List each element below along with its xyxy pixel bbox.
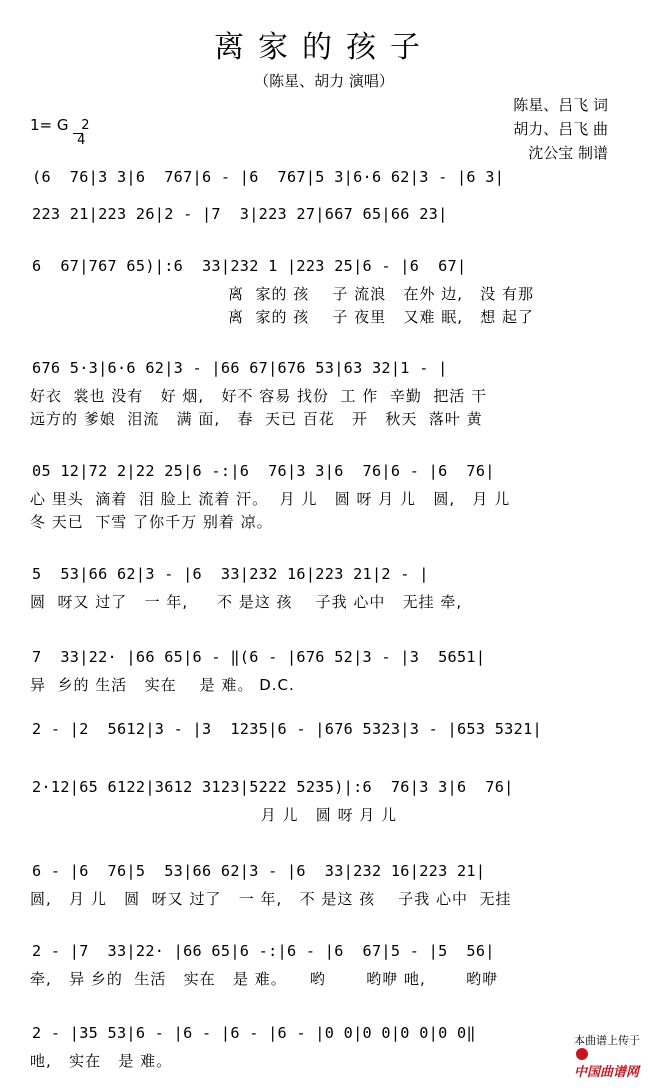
notation-line: 2 - |35 53|6 - |6 - |6 - |6 - |0 0|0 0|0 0|0 0‖ bbox=[32, 1024, 476, 1042]
notation-line: 6 67|767 65)|:6 33|232 1 |223 25|6 - |6 67| bbox=[32, 257, 467, 275]
footer bbox=[567, 1019, 640, 1080]
notation-line: 7 33|22· |66 65|6 - ‖(6 - |676 52|3 - |3 5651| bbox=[32, 648, 486, 666]
lyric-line: 离 家的 孩 子 流浪 在外 边, 没 有那 bbox=[228, 285, 535, 303]
lyric-line: 月 儿 圆 呀 月 儿 bbox=[30, 806, 398, 824]
notation-line: 676 5·3|6·6 62|3 - |66 67|676 53|63 32|1 - | bbox=[32, 359, 448, 377]
performers: （陈星、胡力 演唱） bbox=[254, 72, 394, 90]
lyric-line: 圆, 月 儿 圆 呀又 过了 一 年, 不 是这 孩 子我 心中 无挂 bbox=[30, 890, 512, 908]
site-logo-icon bbox=[576, 1048, 588, 1060]
lyric-line: 牵, 异 乡的 生活 实在 是 难。 哟 哟咿 吔, 哟咿 bbox=[30, 970, 499, 988]
key-signature: 1= G bbox=[30, 116, 69, 134]
notation-line: (6 76|3 3|6 767|6 - |6 767|5 3|6·6 62|3 - |6 3| bbox=[32, 168, 505, 186]
lyric-line: 冬 天已 下雪 了你千万 别着 凉。 bbox=[30, 513, 273, 531]
composer-credit: 胡力、吕飞 曲 bbox=[513, 120, 608, 138]
lyric-line: 吔, 实在 是 难。 bbox=[30, 1052, 173, 1070]
notation-line: 05 12|72 2|22 25|6 -:|6 76|3 3|6 76|6 - |6 76| bbox=[32, 462, 495, 480]
notation-credit: 沈公宝 制谱 bbox=[528, 144, 608, 162]
notation-line: 2 - |7 33|22· |66 65|6 -:|6 - |6 67|5 - |5 56| bbox=[32, 942, 495, 960]
lyric-line: 好衣 裳也 没有 好 烟, 好不 容易 找份 工 作 辛勤 把活 干 bbox=[30, 387, 488, 405]
lyric-line: 离 家的 孩 子 夜里 又难 眠, 想 起了 bbox=[228, 308, 535, 326]
footer-text: 本曲谱上传于 bbox=[574, 1034, 640, 1047]
lyric-line: 圆 呀又 过了 一 年, 不 是这 孩 子我 心中 无挂 牵, bbox=[30, 593, 463, 611]
lyric-line: 异 乡的 生活 实在 是 难。 D.C. bbox=[30, 676, 295, 694]
time-signature: 2 4 bbox=[73, 108, 90, 147]
lyricist-credit: 陈星、吕飞 词 bbox=[513, 96, 608, 114]
notation-line: 5 53|66 62|3 - |6 33|232 16|223 21|2 - | bbox=[32, 565, 429, 583]
notation-line: 2·12|65 6122|3612 3123|5222 5235)|:6 76|3 3|6 76| bbox=[32, 778, 514, 796]
notation-line: 223 21|223 26|2 - |7 3|223 27|667 65|66 23| bbox=[32, 205, 448, 223]
song-title: 离家的孩子 bbox=[214, 30, 434, 65]
notation-line: 2 - |2 5612|3 - |3 1235|6 - |676 5323|3 - |653 5321| bbox=[32, 720, 542, 738]
lyric-line: 心 里头 滴着 泪 脸上 流着 汗。 月 儿 圆 呀 月 儿 圆, 月 儿 bbox=[30, 490, 511, 508]
site-name: 中国曲谱网 bbox=[574, 1065, 640, 1080]
notation-line: 6 - |6 76|5 53|66 62|3 - |6 33|232 16|223 21| bbox=[32, 862, 486, 880]
lyric-line: 远方的 爹娘 泪流 满 面, 春 天已 百花 开 秋天 落叶 黄 bbox=[30, 410, 483, 428]
